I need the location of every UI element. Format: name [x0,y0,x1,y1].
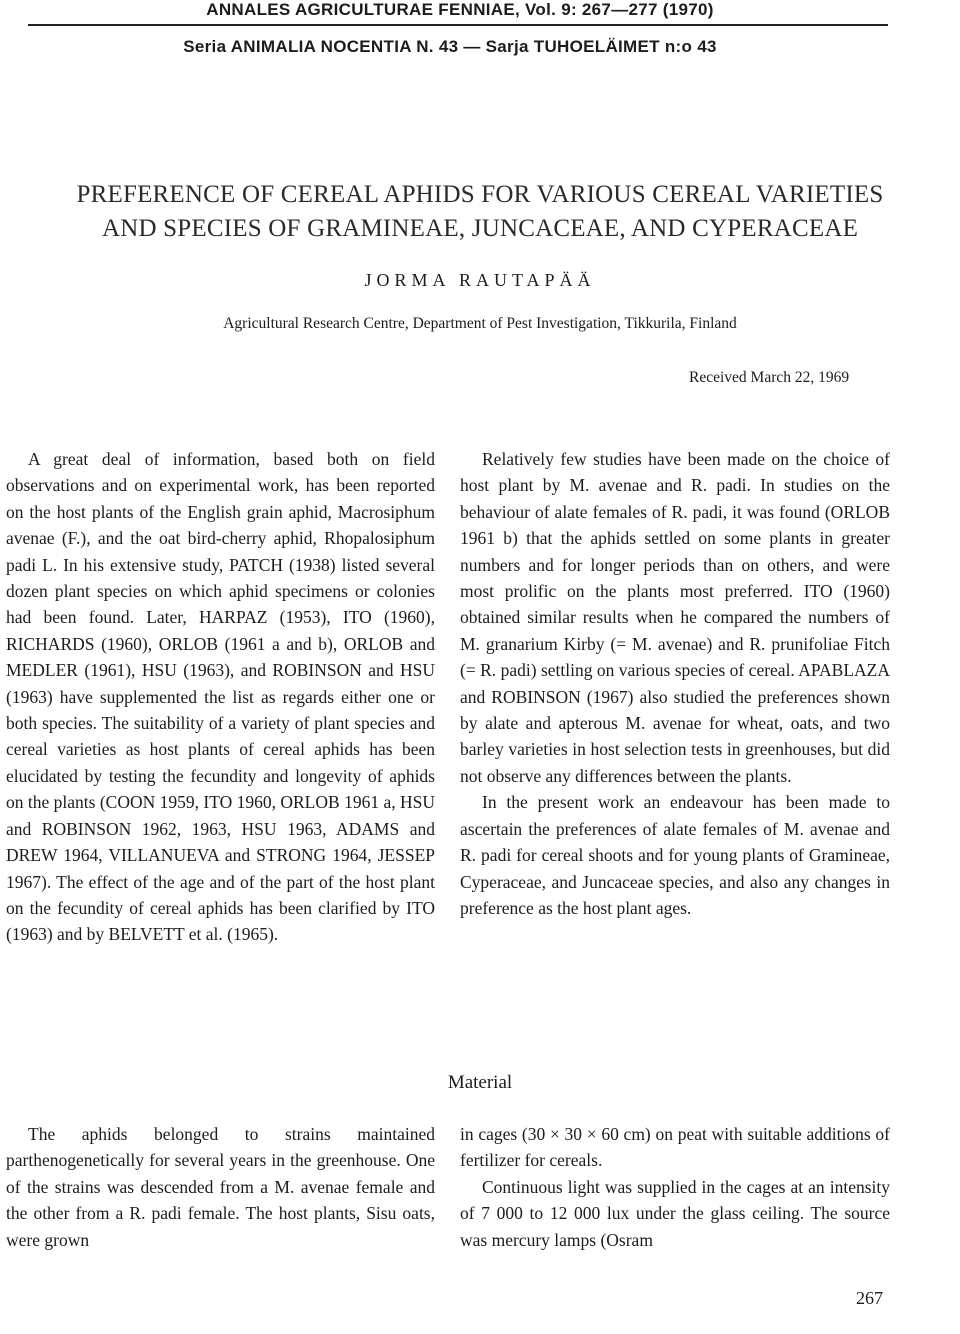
series-header: Seria ANIMALIA NOCENTIA N. 43 — Sarja TUHOELÄIMET n:o 43 [183,37,717,56]
journal-header: ANNALES AGRICULTURAE FENNIAE, Vol. 9: 267—277 (1970) [206,0,714,19]
material-paragraph: The aphids belonged to strains maintained parthenogenetically for several years in the greenhouse. One of the strains was descended from a M. avenae female and the other from a R. padi female. The host plants, Sisu oats, were grown [6,1124,435,1250]
material-left-column [6,1121,435,1253]
header-rule [28,24,888,26]
intro-paragraph: In the present work an endeavour has been made to ascertain the preferences of alate females of M. avenae and R. padi for cereal shoots and for young plants of Gramineae, Cyperaceae, and Juncaceae species, and also any changes in preference as the host plant ages. [460,792,890,918]
page-number: 267 [856,1288,883,1308]
author: JORMA RAUTAPÄÄ [364,270,596,290]
received-date: Received March 22, 1969 [689,369,850,386]
intro-paragraph: A great deal of information, based both on field observations and on experimental work, has been reported on the host plants of the English grain aphid, Macrosiphum avenae (F.), and the oat bird-cherry aphid, Rhopalosiphum padi L. In his extensive study, PATCH (1938) listed several dozen plant species on which aphid specimens or colonies had been found. Later, HARPAZ (1953), ITO (1960), RICHARDS (1960), ORLOB (1961 a and b), ORLOB and MEDLER (1961), HSU (1963), and ROBINSON and HSU (1963) have supplemented the list as regards either one or both species. The suitability of a variety of plant species and cereal varieties as host plants of cereal aphids has been elucidated by testing the fecundity and longevity of aphids on the plants (COON 1959, ITO 1960, ORLOB 1961 a, HSU and ROBINSON 1962, 1963, HSU 1963, ADAMS and DREW 1964, VILLANUEVA and STRONG 1964, JESSEP 1967). The effect of the age and of the part of the host plant on the fecundity of cereal aphids has been clarified by ITO (1963) and by BELVETT et al. (1965). [6,449,435,945]
material-right-column [460,1121,890,1253]
affiliation: Agricultural Research Centre, Department of Pest Investigation, Tikkurila, Finland [223,315,737,332]
material-paragraph: in cages (30 × 30 × 60 cm) on peat with suitable additions of fertilizer for cereals. [460,1124,890,1171]
title-line-2: AND SPECIES OF GRAMINEAE, JUNCACEAE, AND CYPERACEAE [101,215,859,242]
intro-right-column [460,446,890,921]
title-line-1: PREFERENCE OF CEREAL APHIDS FOR VARIOUS CEREAL VARIETIES [76,181,884,208]
section-heading: Material [447,1072,513,1093]
intro-paragraph: Relatively few studies have been made on the choice of host plant by M. avenae and R. padi. In studies on the behaviour of alate females of R. padi, it was found (ORLOB 1961 b) that the aphids settled on some plants in greater numbers and for longer periods than on others, and were most prolific on the plants most preferred. ITO (1960) obtained similar results when he compared the numbers of M. granarium Kirby (= M. avenae) and R. prunifoliae Fitch (= R. padi) settling on various species of cereal. APABLAZA and ROBINSON (1967) also studied the preferences shown by alate and apterous M. avenae for wheat, oats, and two barley varieties in host selection tests in greenhouses, but did not observe any differences between the plants. [460,449,890,786]
material-paragraph: Continuous light was supplied in the cages at an intensity of 7 000 to 12 000 lux under the glass ceiling. The source was mercury lamps (Osram [460,1176,890,1250]
intro-left-column [6,446,435,948]
